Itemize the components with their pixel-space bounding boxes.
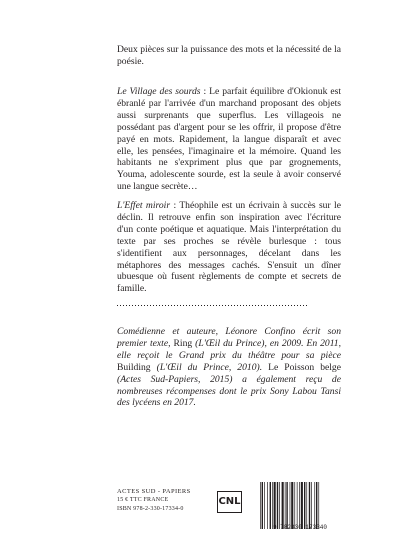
play-description-miroir: : Théophile est un écrivain à succès sur le déclin. Il retrouve enfin son inspiration avec l'écriture d'un conte poétique et aquatique. Mais l'interprétation du texte par ses proches se révèle burlesque : tous s'identifient aux personnages, décelant dans les métaphores des messages cachés. S'ensuit un dîner ubuesque où fusent règlements de compte et secrets de famille. — [117, 200, 341, 295]
intro-paragraph: Deux pièces sur la puissance des mots et la nécessité de la poésie. — [117, 44, 341, 67]
play-description-village: : Le parfait équilibre d'Okionuk est ébranlé par l'arrivée d'un marchand proposant des objets aussi surprenants que superflus. Les villageois ne possédant pas d'argent pour se les offrir, il propose d'être payé en mots. Rapidement, la langue disparaît et avec elle, les pensées, l'imaginaire et la mémoire. Quand les habitants ne s'expriment plus que par grognements, Youma, adolescente sourde, est la seule à avoir conservé une langue secrète… — [117, 86, 341, 193]
price: 15 € TTC FRANCE — [117, 497, 169, 503]
barcode — [258, 482, 342, 529]
work-title-building: Building — [117, 361, 151, 373]
bio-text: (Actes Sud-Papiers, 2015) a également reçu de nombreuses récompenses dont le prix Sony Labou Tansi des lycéens en 2017. — [117, 373, 341, 409]
play-summary-village — [117, 86, 341, 193]
work-title-ring: Ring — [173, 337, 193, 349]
bio-text: Comédienne et auteure, Léonore Confino écrit son premier texte, — [117, 326, 341, 349]
play-title-miroir: L'Effet miroir — [117, 200, 171, 211]
bio-text: (L'Œil du Prince, 2010). — [150, 361, 269, 373]
publisher-name: ACTES SUD - PAPIERS — [117, 488, 191, 495]
play-title-village: Le Village des sourds — [117, 86, 201, 97]
barcode-digits: 9 782330 173340 — [272, 524, 327, 531]
colophon — [117, 487, 191, 514]
dotted-divider — [117, 305, 307, 306]
isbn: ISBN 978-2-330-17334-0 — [117, 506, 184, 512]
cnl-logo: CNL — [217, 491, 242, 513]
work-title-poisson: Le Poisson belge — [268, 361, 341, 373]
bio-text: (L'Œil du Prince), en 2009. En 2011, elle reçoit le Grand prix du théâtre pour sa pièce — [117, 337, 341, 361]
author-bio — [117, 326, 341, 409]
play-summary-miroir — [117, 200, 341, 295]
